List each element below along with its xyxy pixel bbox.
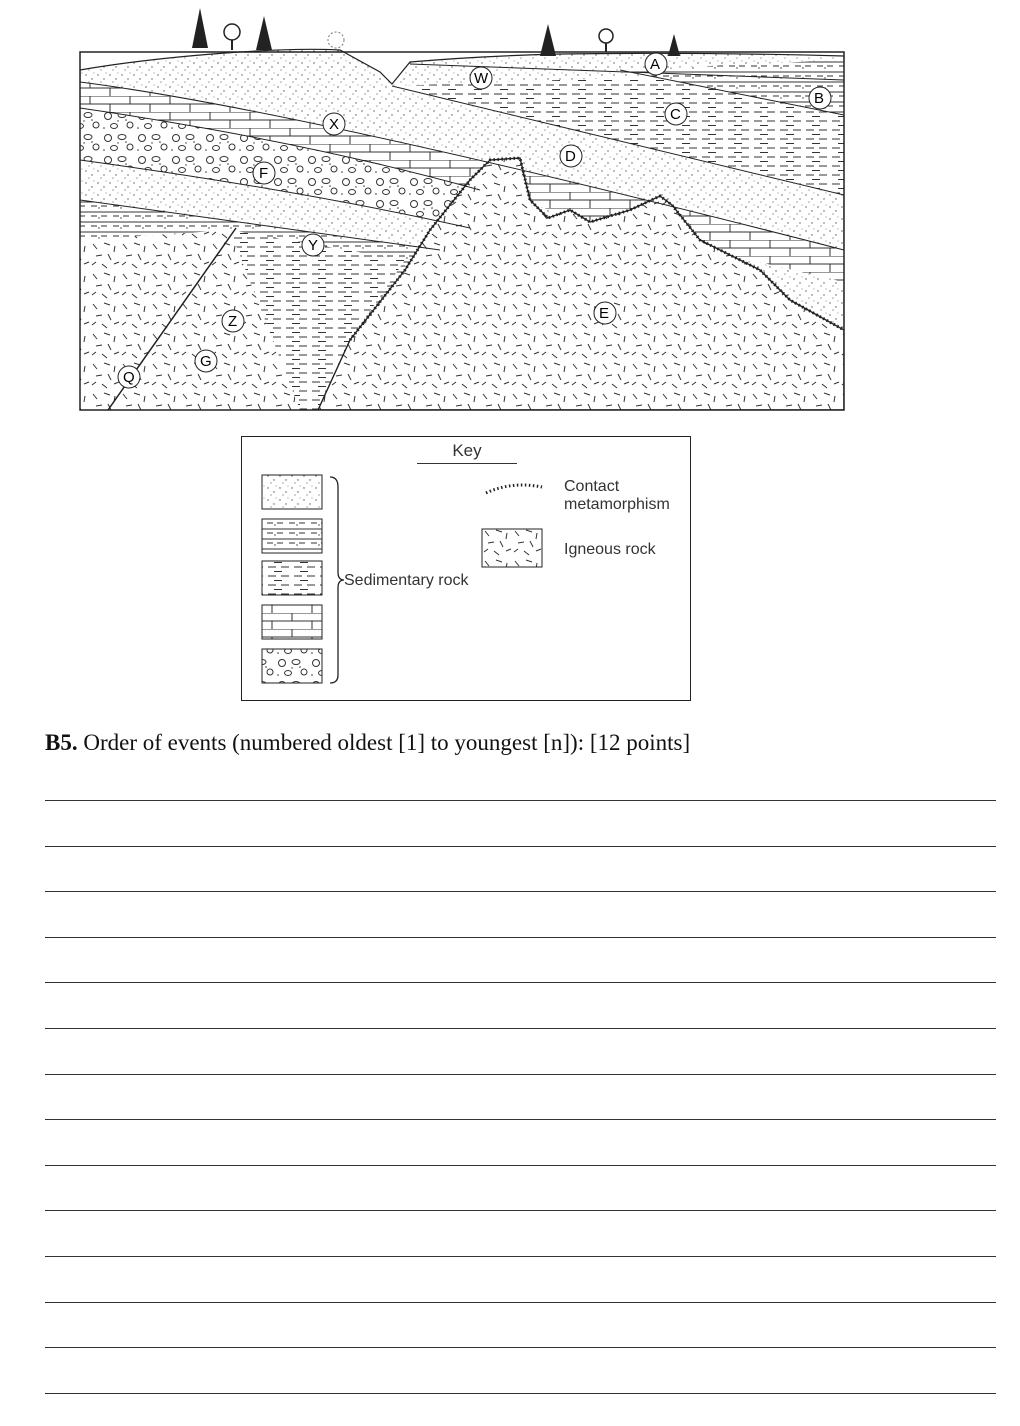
svg-text:Q: Q — [123, 369, 135, 386]
svg-text:B: B — [814, 90, 825, 107]
svg-text:G: G — [200, 353, 212, 370]
answer-line[interactable] — [45, 982, 996, 983]
legend-key — [241, 436, 691, 701]
key-contact-metamorphism: Contact metamorphism — [564, 478, 670, 513]
answer-line[interactable] — [45, 1393, 996, 1394]
svg-text:Z: Z — [228, 313, 238, 330]
geologic-cross-section — [0, 0, 1020, 430]
label-a — [645, 53, 667, 75]
svg-text:C: C — [670, 106, 681, 123]
label-g — [195, 350, 217, 372]
label-y — [302, 234, 324, 256]
svg-text:X: X — [329, 116, 340, 133]
answer-line[interactable] — [45, 846, 996, 847]
label-x — [323, 113, 345, 135]
key-title: Key — [417, 441, 517, 464]
label-w — [470, 67, 492, 89]
answer-line[interactable] — [45, 1347, 996, 1348]
answer-line[interactable] — [45, 1210, 996, 1211]
svg-text:Y: Y — [308, 237, 319, 254]
svg-text:W: W — [474, 70, 489, 87]
answer-line[interactable] — [45, 891, 996, 892]
label-e — [594, 302, 616, 324]
answer-line[interactable] — [45, 1302, 996, 1303]
answer-line[interactable] — [45, 1119, 996, 1120]
label-d — [560, 145, 582, 167]
question-b5 — [45, 730, 690, 756]
label-q — [118, 366, 140, 388]
answer-line[interactable] — [45, 937, 996, 938]
svg-text:A: A — [650, 56, 661, 73]
key-igneous-rock: Igneous rock — [564, 541, 656, 558]
label-c — [665, 103, 687, 125]
svg-text:D: D — [565, 148, 576, 165]
answer-line[interactable] — [45, 800, 996, 801]
key-swatches — [242, 437, 692, 702]
svg-text:E: E — [599, 305, 610, 322]
answer-line[interactable] — [45, 1165, 996, 1166]
question-text: Order of events (numbered oldest [1] to youngest [n]): [12 points] — [77, 730, 691, 755]
label-b — [809, 87, 831, 109]
question-number: B5. — [45, 730, 78, 755]
answer-line[interactable] — [45, 1256, 996, 1257]
svg-text:F: F — [259, 165, 269, 182]
key-sedimentary-rock: Sedimentary rock — [344, 572, 469, 589]
answer-line[interactable] — [45, 1028, 996, 1029]
label-z — [222, 310, 244, 332]
surface-trees — [192, 8, 680, 56]
answer-line[interactable] — [45, 1074, 996, 1075]
label-f — [253, 162, 275, 184]
